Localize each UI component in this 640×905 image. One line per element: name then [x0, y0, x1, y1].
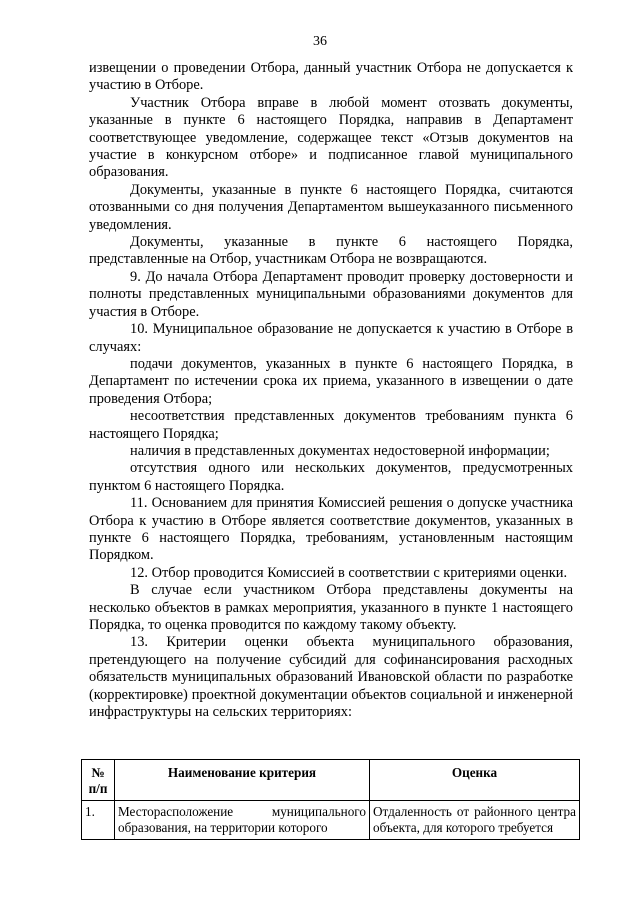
paragraph: 12. Отбор проводится Комиссией в соответствии с критериями оценки. — [130, 564, 568, 581]
header-score: Оценка — [370, 760, 580, 801]
document-body — [89, 60, 573, 721]
paragraph: подачи документов, указанных в пункте 6 настоящего Порядка, в Департамент по истечении срока их приема, указанного в извещении о дате проведения Отбора; — [89, 355, 573, 407]
paragraph: 11. Основанием для принятия Комиссией решения о допуске участника Отбора к участию в Отборе является соответствие документов, указанных в пункте 6 настоящего Порядка, требованиям, установленным настоящим Порядком. — [89, 495, 573, 564]
paragraph: Участник Отбора вправе в любой момент отозвать документы, указанные в пункте 6 настоящего Порядка, направив в Департамент соответствующее уведомление, содержащее текст «Отзыв документов на участие в конкурсном отборе» и подписанное главой муниципального образования. — [89, 94, 573, 181]
paragraph: 9. До начала Отбора Департамент проводит проверку достоверности и полноты представленных муниципальными образованиями документов для участия в Отборе. — [89, 268, 573, 320]
paragraph: извещении о проведении Отбора, данный участник Отбора не допускается к участию в Отборе. — [89, 60, 573, 94]
paragraph: наличия в представленных документах недостоверной информации; — [130, 442, 550, 459]
table-row — [82, 801, 580, 840]
paragraph: Документы, указанные в пункте 6 настоящего Порядка, представленные на Отбор, участникам Отбора не возвращаются. — [89, 234, 573, 268]
paragraph: 13. Критерии оценки объекта муниципального образования, претендующего на получение субсидий для софинансирования расходных обязательств муниципальных образований Ивановской области по разработке (корректировке) проектной документации объектов социальной и инженерной инфраструктуры на сельских территориях: — [89, 634, 573, 721]
paragraph: несоответствия представленных документов требованиям пункта 6 настоящего Порядка; — [89, 408, 573, 442]
criteria-table — [81, 759, 580, 840]
header-number: № п/п — [82, 760, 115, 801]
paragraph: В случае если участником Отбора представлены документы на несколько объектов в рамках мероприятия, указанного в пункте 1 настоящего Порядка, то оценка проводится по каждому такому объекту. — [89, 582, 573, 633]
cell-score: Отдаленность от районного центра объекта, для которого требуется — [370, 801, 580, 840]
cell-number: 1. — [82, 801, 115, 840]
paragraph: Документы, указанные в пункте 6 настоящего Порядка, считаются отозванными со дня получения Департаментом вышеуказанного письменного уведомления. — [89, 181, 573, 233]
cell-criterion: Месторасположение муниципального образования, на территории которого — [115, 801, 370, 840]
page-number: 36 — [313, 34, 327, 49]
paragraph: 10. Муниципальное образование не допускается к участию в Отборе в случаях: — [89, 321, 573, 355]
table-header-row — [82, 760, 580, 801]
header-criterion: Наименование критерия — [115, 760, 370, 801]
paragraph: отсутствия одного или нескольких документов, предусмотренных пунктом 6 настоящего Порядка. — [89, 460, 573, 494]
